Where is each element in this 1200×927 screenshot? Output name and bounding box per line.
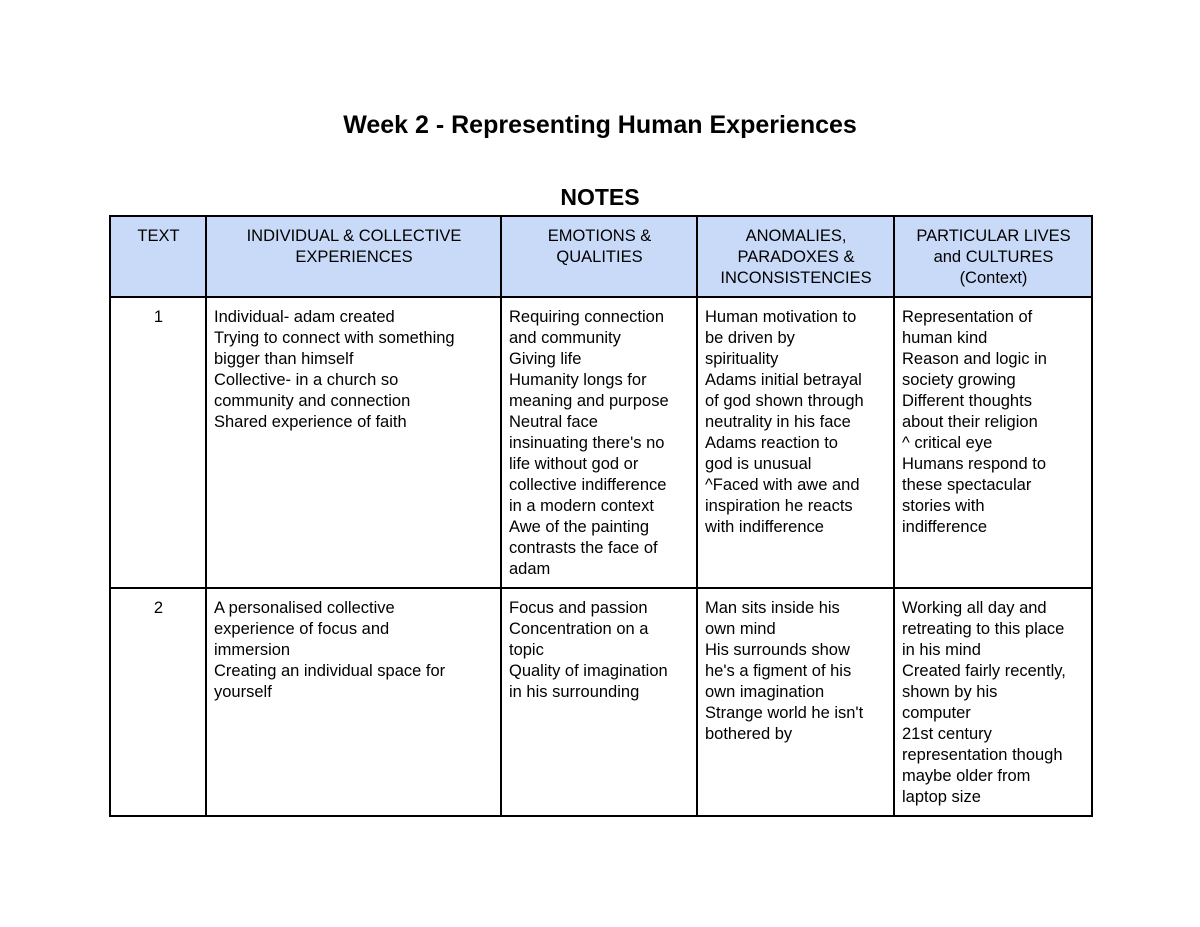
cell-individual-collective xyxy=(206,588,501,816)
cell-line: in his surrounding xyxy=(509,683,640,701)
cell-line: Collective- in a church so xyxy=(214,371,399,389)
cell-line: Strange world he isn't xyxy=(705,704,864,722)
cell-line: with indifference xyxy=(705,518,824,536)
header-line: PARTICULAR LIVES xyxy=(916,227,1071,245)
cell-text-number xyxy=(110,588,206,816)
cell-line: Different thoughts xyxy=(902,392,1032,410)
cell-line: indifference xyxy=(902,518,988,536)
cell-line: life without god or xyxy=(509,455,639,473)
table-row xyxy=(110,588,1092,816)
cell-line: His surrounds show xyxy=(705,641,850,659)
cell-line: Individual- adam created xyxy=(214,308,395,326)
cell-line: neutrality in his face xyxy=(705,413,851,431)
cell-line: inspiration he reacts xyxy=(705,497,853,515)
header-line: INDIVIDUAL & COLLECTIVE xyxy=(246,227,462,245)
cell-line: god is unusual xyxy=(705,455,812,473)
header-line: TEXT xyxy=(137,227,180,245)
cell-line: immersion xyxy=(214,641,291,659)
cell-anomalies xyxy=(697,297,894,588)
cell-line: Human motivation to xyxy=(705,308,857,326)
cell-line: meaning and purpose xyxy=(509,392,669,410)
cell-line: Working all day and xyxy=(902,599,1047,617)
cell-line: bothered by xyxy=(705,725,793,743)
cell-line: maybe older from xyxy=(902,767,1031,785)
cell-emotions-qualities xyxy=(501,588,697,816)
cell-line: these spectacular xyxy=(902,476,1032,494)
cell-line: Reason and logic in xyxy=(902,350,1047,368)
cell-text-number xyxy=(110,297,206,588)
cell-line: Trying to connect with something xyxy=(214,329,455,347)
row-number: 1 xyxy=(153,308,164,326)
cell-line: Man sits inside his xyxy=(705,599,840,617)
header-line: EMOTIONS & xyxy=(547,227,652,245)
cell-line: Creating an individual space for xyxy=(214,662,446,680)
cell-line: community and connection xyxy=(214,392,411,410)
cell-line: bigger than himself xyxy=(214,350,354,368)
cell-line: Created fairly recently, xyxy=(902,662,1066,680)
header-line: QUALITIES xyxy=(556,248,643,266)
cell-line: own mind xyxy=(705,620,776,638)
cell-line: insinuating there's no xyxy=(509,434,665,452)
cell-line: stories with xyxy=(902,497,985,515)
cell-line: experience of focus and xyxy=(214,620,390,638)
cell-line: ^Faced with awe and xyxy=(705,476,860,494)
cell-line: 21st century xyxy=(902,725,992,743)
cell-line: Focus and passion xyxy=(509,599,648,617)
cell-line: Shared experience of faith xyxy=(214,413,407,431)
cell-line: adam xyxy=(509,560,551,578)
row-number: 2 xyxy=(153,599,164,617)
cell-line: Quality of imagination xyxy=(509,662,668,680)
cell-line: shown by his xyxy=(902,683,998,701)
cell-line: yourself xyxy=(214,683,272,701)
table-row xyxy=(110,297,1092,588)
header-line: PARADOXES & xyxy=(737,248,855,266)
cell-line: and community xyxy=(509,329,621,347)
cell-line: human kind xyxy=(902,329,988,347)
cell-line: Humans respond to xyxy=(902,455,1046,473)
header-line: ANOMALIES, xyxy=(745,227,847,245)
cell-lives-cultures xyxy=(894,588,1092,816)
cell-line: Adams reaction to xyxy=(705,434,838,452)
cell-line: own imagination xyxy=(705,683,825,701)
header-anomalies xyxy=(697,216,894,297)
table-header-row xyxy=(110,216,1092,297)
cell-line: he's a figment of his xyxy=(705,662,852,680)
cell-line: Neutral face xyxy=(509,413,598,431)
cell-line: representation though xyxy=(902,746,1063,764)
cell-line: Requiring connection xyxy=(509,308,665,326)
cell-emotions-qualities xyxy=(501,297,697,588)
cell-line: Awe of the painting xyxy=(509,518,650,536)
header-emotions-qualities xyxy=(501,216,697,297)
cell-line: Adams initial betrayal xyxy=(705,371,862,389)
header-line: EXPERIENCES xyxy=(295,248,413,266)
cell-line: about their religion xyxy=(902,413,1038,431)
cell-line: contrasts the face of xyxy=(509,539,658,557)
page-title: Week 2 - Representing Human Experiences xyxy=(343,111,857,139)
cell-anomalies xyxy=(697,588,894,816)
cell-line: be driven by xyxy=(705,329,795,347)
cell-line: spirituality xyxy=(705,350,779,368)
cell-line: Humanity longs for xyxy=(509,371,647,389)
cell-line: Representation of xyxy=(902,308,1033,326)
cell-line: of god shown through xyxy=(705,392,864,410)
notes-heading: NOTES xyxy=(560,184,640,210)
cell-line: retreating to this place xyxy=(902,620,1065,638)
cell-line: Concentration on a xyxy=(509,620,649,638)
header-text xyxy=(110,216,206,297)
header-line: INCONSISTENCIES xyxy=(720,269,872,287)
cell-line: laptop size xyxy=(902,788,981,806)
cell-line: Giving life xyxy=(509,350,582,368)
cell-line: society growing xyxy=(902,371,1016,389)
cell-line: collective indifference xyxy=(509,476,667,494)
cell-line: A personalised collective xyxy=(214,599,395,617)
cell-line: topic xyxy=(509,641,544,659)
cell-line: in a modern context xyxy=(509,497,654,515)
notes-table xyxy=(109,215,1093,817)
header-individual-collective xyxy=(206,216,501,297)
cell-individual-collective xyxy=(206,297,501,588)
header-lives-cultures xyxy=(894,216,1092,297)
cell-lives-cultures xyxy=(894,297,1092,588)
cell-line: in his mind xyxy=(902,641,981,659)
cell-line: ^ critical eye xyxy=(902,434,993,452)
header-line: (Context) xyxy=(959,269,1028,287)
cell-line: computer xyxy=(902,704,971,722)
header-line: and CULTURES xyxy=(933,248,1054,266)
